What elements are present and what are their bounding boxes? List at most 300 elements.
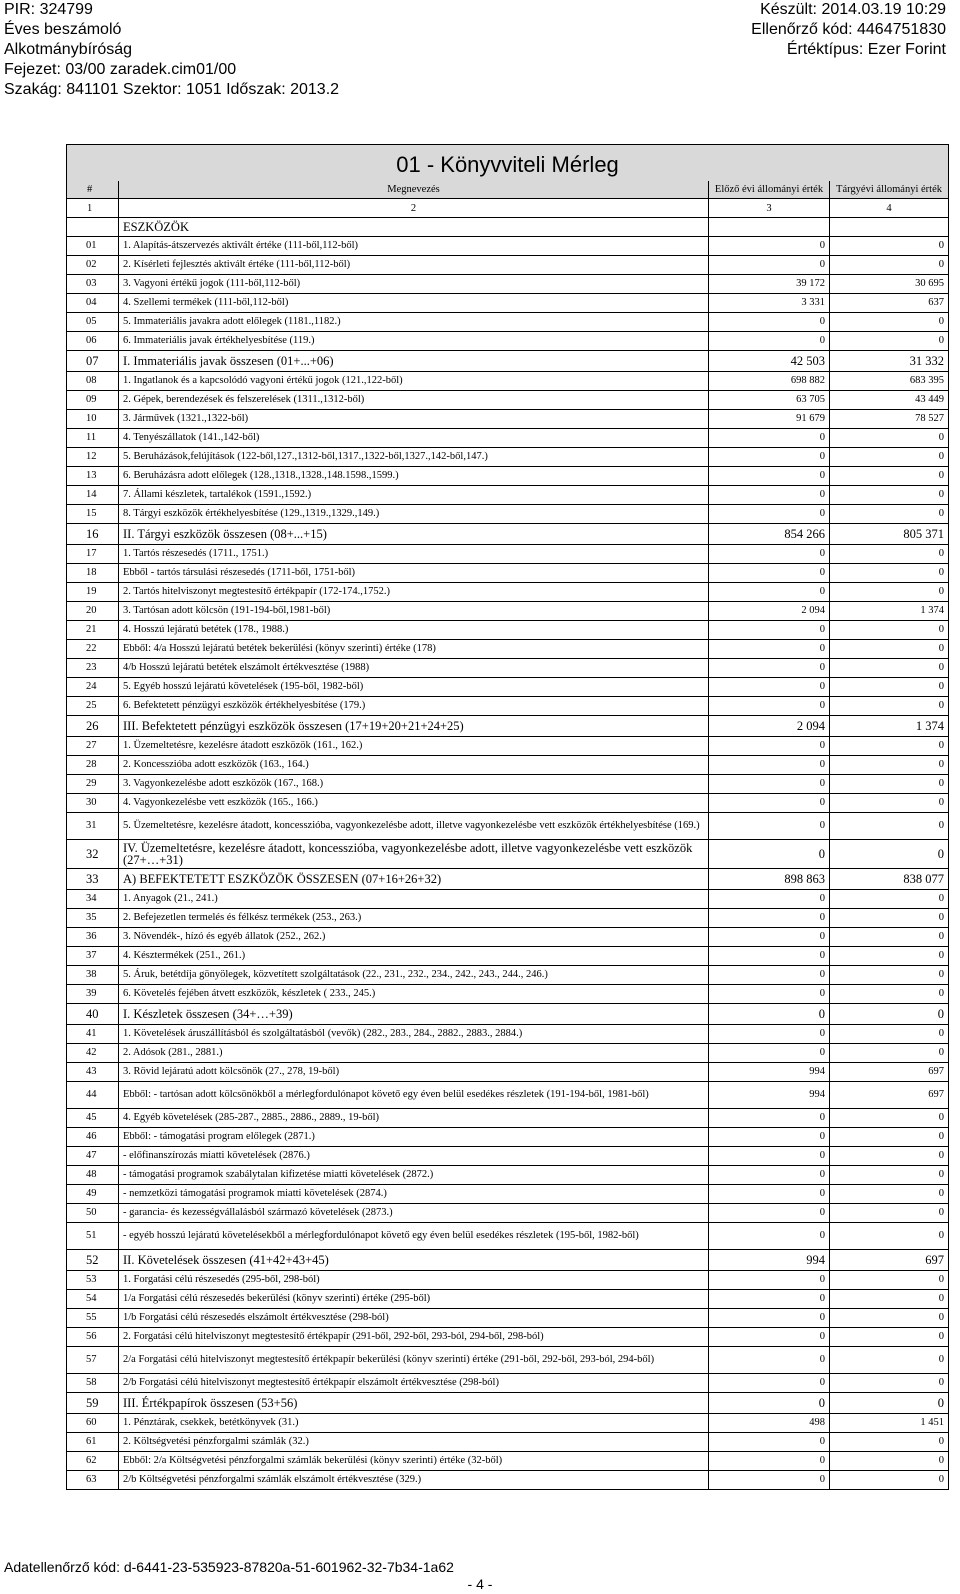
row-current-value: 0	[830, 313, 949, 332]
row-current-value: 0	[830, 890, 949, 909]
row-previous-value: 0	[709, 1044, 830, 1063]
row-previous-value: 0	[709, 640, 830, 659]
row-number: 05	[67, 313, 119, 332]
row-current-value: 0	[830, 1328, 949, 1347]
row-number: 08	[67, 372, 119, 391]
sector-period-label: Szakág: 841101 Szektor: 1051 Időszak: 2013.2	[4, 81, 340, 98]
row-name: 2. Forgatási célú hitelviszonyt megtestesítő értékpapír (291-ből, 292-ből, 293-ból, 294-ből, 298-ból)	[119, 1328, 709, 1347]
table-row	[67, 545, 949, 564]
row-previous-value: 2 094	[709, 602, 830, 621]
row-name: 2/b Költségvetési pénzforgalmi számlák elszámolt értékvesztése (329.)	[119, 1471, 709, 1490]
row-previous-value: 0	[709, 1004, 830, 1025]
row-previous-value: 0	[709, 467, 830, 486]
row-number: 50	[67, 1204, 119, 1223]
chapter-label: Fejezet: 03/00 zaradek.cim01/00	[4, 61, 237, 78]
row-previous-value: 898 863	[709, 869, 830, 890]
row-number: 47	[67, 1147, 119, 1166]
row-previous-value: 0	[709, 237, 830, 256]
row-number: 23	[67, 659, 119, 678]
row-previous-value: 0	[709, 545, 830, 564]
row-previous-value: 994	[709, 1082, 830, 1109]
table-row	[67, 448, 949, 467]
row-current-value: 0	[830, 1185, 949, 1204]
row-previous-value: 91 679	[709, 410, 830, 429]
table-row	[67, 947, 949, 966]
row-number: 01	[67, 237, 119, 256]
table-row	[67, 391, 949, 410]
table-row	[67, 1025, 949, 1044]
table-row	[67, 737, 949, 756]
row-number: 27	[67, 737, 119, 756]
row-number: 11	[67, 429, 119, 448]
row-previous-value: 0	[709, 1109, 830, 1128]
row-number: 06	[67, 332, 119, 351]
row-name: 2. Koncesszióba adott eszközök (163., 164.)	[119, 756, 709, 775]
row-number: 60	[67, 1414, 119, 1433]
row-name: - garancia- és kezességvállalásból származó követelések (2873.)	[119, 1204, 709, 1223]
created-timestamp: Készült: 2014.03.19 10:29	[760, 1, 946, 18]
table-row	[67, 372, 949, 391]
row-previous-value: 0	[709, 332, 830, 351]
table-row	[67, 237, 949, 256]
row-name: 5. Beruházások,felújítások (122-ből,127.,1312-ből,1317.,1322-ből,1327.,142-ből,147.)	[119, 448, 709, 467]
row-current-value: 0	[830, 1166, 949, 1185]
table-row	[67, 1044, 949, 1063]
row-name: 4. Szellemi termékek (111-ből,112-ből)	[119, 294, 709, 313]
row-name: - egyéb hosszú lejáratú követelésekből a mérlegfordulónapot követő egy éven belül esedékes részletek (195-ből, 1982-ből)	[119, 1223, 709, 1250]
row-current-value: 0	[830, 621, 949, 640]
column-number-1: 1	[67, 199, 119, 218]
table-row	[67, 1374, 949, 1393]
row-name: Ebből - tartós társulási részesedés (1711-ből, 1751-ből)	[119, 564, 709, 583]
row-name: 6. Immateriális javak értékhelyesbítése (119.)	[119, 332, 709, 351]
table-row	[67, 1290, 949, 1309]
table-row	[67, 1471, 949, 1490]
row-number: 42	[67, 1044, 119, 1063]
row-current-value: 0	[830, 756, 949, 775]
row-number: 41	[67, 1025, 119, 1044]
row-current-value: 0	[830, 1347, 949, 1374]
row-previous-value: 3 331	[709, 294, 830, 313]
row-previous-value: 0	[709, 1309, 830, 1328]
table-row	[67, 275, 949, 294]
row-number: 62	[67, 1452, 119, 1471]
row-name: 3. Vagyoni értékű jogok (111-ből,112-ből)	[119, 275, 709, 294]
row-name: 1. Pénztárak, csekkek, betétkönyvek (31.)	[119, 1414, 709, 1433]
row-current-value: 0	[830, 678, 949, 697]
row-number: 36	[67, 928, 119, 947]
row-current-value: 0	[830, 794, 949, 813]
row-current-value: 0	[830, 928, 949, 947]
table-row	[67, 890, 949, 909]
row-current-value: 0	[830, 1393, 949, 1414]
row-previous-value: 0	[709, 985, 830, 1004]
table-row	[67, 467, 949, 486]
row-current-value: 78 527	[830, 410, 949, 429]
row-name: 2. Befejezetlen termelés és félkész termékek (253., 263.)	[119, 909, 709, 928]
row-name: 3. Vagyonkezelésbe adott eszközök (167., 168.)	[119, 775, 709, 794]
row-previous-value: 0	[709, 966, 830, 985]
table-row	[67, 909, 949, 928]
report-header-left	[4, 0, 339, 100]
row-current-value: 838 077	[830, 869, 949, 890]
row-previous-value: 0	[709, 813, 830, 840]
table-row	[67, 697, 949, 716]
table-row	[67, 351, 949, 372]
row-number: 04	[67, 294, 119, 313]
row-previous-value: 0	[709, 621, 830, 640]
table-row	[67, 602, 949, 621]
row-number: 29	[67, 775, 119, 794]
row-number: 19	[67, 583, 119, 602]
row-name: 5. Üzemeltetésre, kezelésre átadott, koncesszióba, vagyonkezelésbe adott, illetve vagyonkezelésbe vett eszközök értékhelyesbítése (169.)	[119, 813, 709, 840]
row-name: 2/a Forgatási célú hitelviszonyt megtestesítő értékpapír bekerülési (könyv szerinti) értéke (291-ből, 292-ből, 293-ból, 294-ből)	[119, 1347, 709, 1374]
row-current-value: 0	[830, 1128, 949, 1147]
row-name: 3. Tartósan adott kölcsön (191-194-ből,1981-ből)	[119, 602, 709, 621]
column-number-row	[67, 199, 949, 218]
column-header-number: #	[67, 181, 119, 199]
row-name: A) BEFEKTETETT ESZKÖZÖK ÖSSZESEN (07+16+26+32)	[119, 869, 709, 890]
row-previous-value: 0	[709, 947, 830, 966]
row-number: 30	[67, 794, 119, 813]
row-number: 58	[67, 1374, 119, 1393]
table-row	[67, 794, 949, 813]
row-previous-value: 0	[709, 890, 830, 909]
table-row	[67, 966, 949, 985]
row-number: 46	[67, 1128, 119, 1147]
row-number: 56	[67, 1328, 119, 1347]
row-previous-value: 0	[709, 1271, 830, 1290]
row-previous-value: 0	[709, 1147, 830, 1166]
row-previous-value: 0	[709, 1374, 830, 1393]
row-name: 4. Késztermékek (251., 261.)	[119, 947, 709, 966]
table-row	[67, 1414, 949, 1433]
row-number: 10	[67, 410, 119, 429]
row-current-value: 1 374	[830, 716, 949, 737]
row-current-value: 0	[830, 237, 949, 256]
row-name: - előfinanszírozás miatti követelések (2876.)	[119, 1147, 709, 1166]
table-row	[67, 621, 949, 640]
table-row	[67, 1166, 949, 1185]
row-current-value: 0	[830, 505, 949, 524]
row-previous-value: 0	[709, 756, 830, 775]
row-current-value: 0	[830, 775, 949, 794]
row-number: 09	[67, 391, 119, 410]
row-number: 24	[67, 678, 119, 697]
row-previous-value: 63 705	[709, 391, 830, 410]
row-previous-value: 854 266	[709, 524, 830, 545]
row-previous-value: 0	[709, 1393, 830, 1414]
row-previous-value: 994	[709, 1063, 830, 1082]
row-number: 16	[67, 524, 119, 545]
row-name: 4. Tenyészállatok (141.,142-ből)	[119, 429, 709, 448]
row-number: 12	[67, 448, 119, 467]
row-current-value: 0	[830, 1433, 949, 1452]
row-current-value: 0	[830, 564, 949, 583]
table-row	[67, 1309, 949, 1328]
row-name: III. Értékpapírok összesen (53+56)	[119, 1393, 709, 1414]
table-row	[67, 775, 949, 794]
row-name: Ebből: 4/a Hosszú lejáratú betétek bekerülési (könyv szerinti) értéke (178)	[119, 640, 709, 659]
table-row	[67, 1250, 949, 1271]
report-header-right	[751, 0, 946, 60]
row-current-value: 0	[830, 1471, 949, 1490]
row-number: 40	[67, 1004, 119, 1025]
row-current-value: 0	[830, 1290, 949, 1309]
row-name: I. Készletek összesen (34+…+39)	[119, 1004, 709, 1025]
row-name: III. Befektetett pénzügyi eszközök összesen (17+19+20+21+24+25)	[119, 716, 709, 737]
institution-name: Alkotmánybíróság	[4, 41, 133, 58]
row-number: 34	[67, 890, 119, 909]
row-name: 2/b Forgatási célú hitelviszonyt megtestesítő értékpapír elszámolt értékvesztése (298-ból)	[119, 1374, 709, 1393]
row-number: 55	[67, 1309, 119, 1328]
row-current-value: 0	[830, 486, 949, 505]
row-current-value: 0	[830, 1025, 949, 1044]
row-previous-value: 0	[709, 678, 830, 697]
row-number: 13	[67, 467, 119, 486]
row-previous-value: 0	[709, 1471, 830, 1490]
row-current-value: 0	[830, 448, 949, 467]
row-number: 38	[67, 966, 119, 985]
row-number: 37	[67, 947, 119, 966]
table-row	[67, 869, 949, 890]
row-previous-value: 994	[709, 1250, 830, 1271]
row-name: 2. Adósok (281., 2881.)	[119, 1044, 709, 1063]
row-previous-value: 0	[709, 1166, 830, 1185]
balance-sheet-table	[66, 144, 949, 1490]
row-name: 1. Alapítás-átszervezés aktivált értéke (111-ből,112-ből)	[119, 237, 709, 256]
row-number: 28	[67, 756, 119, 775]
row-current-value: 683 395	[830, 372, 949, 391]
row-previous-value: 0	[709, 583, 830, 602]
row-previous-value: 0	[709, 313, 830, 332]
row-previous-value: 0	[709, 1290, 830, 1309]
row-current-value: 0	[830, 332, 949, 351]
column-number-3: 3	[709, 199, 830, 218]
row-name: 8. Tárgyi eszközök értékhelyesbítése (129.,1319.,1329.,149.)	[119, 505, 709, 524]
row-name: 1. Üzemeltetésre, kezelésre átadott eszközök (161., 162.)	[119, 737, 709, 756]
row-number: 49	[67, 1185, 119, 1204]
row-current-value: 0	[830, 737, 949, 756]
row-number: 44	[67, 1082, 119, 1109]
table-row	[67, 1004, 949, 1025]
row-number: 57	[67, 1347, 119, 1374]
row-previous-value: 0	[709, 1328, 830, 1347]
row-number: 45	[67, 1109, 119, 1128]
row-name: 1/b Forgatási célú részesedés elszámolt értékvesztése (298-ból)	[119, 1309, 709, 1328]
row-current-value: 0	[830, 840, 949, 869]
row-name: 2. Tartós hitelviszonyt megtestesítő értékpapír (172-174.,1752.)	[119, 583, 709, 602]
row-name: Ebből: 2/a Költségvetési pénzforgalmi számlák bekerülési (könyv szerinti) értéke (32-ből)	[119, 1452, 709, 1471]
row-name: 6. Befektetett pénzügyi eszközök értékhelyesbítése (179.)	[119, 697, 709, 716]
row-previous-value: 0	[709, 775, 830, 794]
column-header-row	[67, 181, 949, 199]
row-previous-value: 0	[709, 794, 830, 813]
row-current-value: 0	[830, 467, 949, 486]
row-name: 5. Immateriális javakra adott előlegek (1181.,1182.)	[119, 313, 709, 332]
data-check-code: Adatellenőrző kód: d-6441-23-535923-87820a-51-601962-32-7b34-1a62	[4, 1559, 454, 1575]
page-number: - 4 -	[467, 1576, 493, 1592]
row-number: 35	[67, 909, 119, 928]
row-current-value: 805 371	[830, 524, 949, 545]
row-previous-value: 0	[709, 1185, 830, 1204]
row-number: 33	[67, 869, 119, 890]
row-number: 03	[67, 275, 119, 294]
row-current-value: 30 695	[830, 275, 949, 294]
row-previous-value: 0	[709, 928, 830, 947]
row-number: 39	[67, 985, 119, 1004]
row-current-value: 0	[830, 1452, 949, 1471]
row-current-value: 0	[830, 1109, 949, 1128]
row-current-value: 0	[830, 659, 949, 678]
row-name: 1. Anyagok (21., 241.)	[119, 890, 709, 909]
row-number: 53	[67, 1271, 119, 1290]
row-previous-value: 0	[709, 1452, 830, 1471]
row-current-value: 0	[830, 1004, 949, 1025]
row-current-value: 0	[830, 813, 949, 840]
table-row	[67, 1347, 949, 1374]
row-name: II. Követelések összesen (41+42+43+45)	[119, 1250, 709, 1271]
pir-label: PIR: 324799	[4, 1, 93, 18]
report-type: Éves beszámoló	[4, 21, 122, 38]
row-number: 52	[67, 1250, 119, 1271]
row-name: Ebből: - támogatási program előlegek (2871.)	[119, 1128, 709, 1147]
row-name: 2. Gépek, berendezések és felszerelések (1311.,1312-ből)	[119, 391, 709, 410]
table-row	[67, 1109, 949, 1128]
row-previous-value: 0	[709, 564, 830, 583]
row-current-value: 0	[830, 640, 949, 659]
section-title: ESZKÖZÖK	[119, 218, 709, 237]
table-row	[67, 1393, 949, 1414]
table-row	[67, 1204, 949, 1223]
table-row	[67, 332, 949, 351]
column-header-name: Megnevezés	[119, 181, 709, 199]
table-row	[67, 659, 949, 678]
column-number-4: 4	[830, 199, 949, 218]
row-name: 6. Követelés fejében átvett eszközök, készletek ( 233., 245.)	[119, 985, 709, 1004]
row-previous-value: 0	[709, 1347, 830, 1374]
row-name: 3. Növendék-, hízó és egyéb állatok (252., 262.)	[119, 928, 709, 947]
row-previous-value: 0	[709, 256, 830, 275]
column-number-2: 2	[119, 199, 709, 218]
row-number: 02	[67, 256, 119, 275]
control-code: Ellenőrző kód: 4464751830	[751, 21, 946, 38]
table-row	[67, 985, 949, 1004]
row-number: 61	[67, 1433, 119, 1452]
row-name: 3. Rövid lejáratú adott kölcsönök (27., 278, 19-ből)	[119, 1063, 709, 1082]
row-current-value: 0	[830, 429, 949, 448]
row-previous-value: 498	[709, 1414, 830, 1433]
row-name: 4. Vagyonkezelésbe vett eszközök (165., 166.)	[119, 794, 709, 813]
column-header-current: Tárgyévi állományi érték	[830, 181, 949, 199]
table-row	[67, 410, 949, 429]
row-previous-value: 39 172	[709, 275, 830, 294]
row-current-value: 0	[830, 1309, 949, 1328]
row-previous-value: 0	[709, 1128, 830, 1147]
row-name: IV. Üzemeltetésre, kezelésre átadott, koncesszióba, vagyonkezelésbe adott, illetve vagyonkezelésbe vett eszközök (27+…+31)	[119, 840, 709, 869]
row-name: 4. Hosszú lejáratú betétek (178., 1988.)	[119, 621, 709, 640]
table-row	[67, 1063, 949, 1082]
row-previous-value: 0	[709, 659, 830, 678]
row-current-value: 1 451	[830, 1414, 949, 1433]
row-number: 26	[67, 716, 119, 737]
row-number: 15	[67, 505, 119, 524]
row-current-value: 697	[830, 1063, 949, 1082]
row-previous-value: 0	[709, 505, 830, 524]
row-current-value: 0	[830, 966, 949, 985]
row-name: 2. Költségvetési pénzforgalmi számlák (32.)	[119, 1433, 709, 1452]
row-number: 20	[67, 602, 119, 621]
table-row	[67, 928, 949, 947]
table-row	[67, 583, 949, 602]
value-type: Értéktípus: Ezer Forint	[786, 41, 946, 58]
row-previous-value: 0	[709, 1204, 830, 1223]
row-number: 59	[67, 1393, 119, 1414]
row-name: 7. Állami készletek, tartalékok (1591.,1592.)	[119, 486, 709, 505]
table-row	[67, 564, 949, 583]
table-row	[67, 1433, 949, 1452]
table-row	[67, 313, 949, 332]
row-previous-value: 0	[709, 448, 830, 467]
table-row	[67, 840, 949, 869]
row-number: 51	[67, 1223, 119, 1250]
row-number: 48	[67, 1166, 119, 1185]
row-current-value: 0	[830, 1223, 949, 1250]
row-previous-value: 0	[709, 429, 830, 448]
row-name: - nemzetközi támogatási programok miatti követelések (2874.)	[119, 1185, 709, 1204]
row-current-value: 1 374	[830, 602, 949, 621]
row-name: 5. Egyéb hosszú lejáratú követelések (195-ből, 1982-ből)	[119, 678, 709, 697]
row-previous-value: 0	[709, 1025, 830, 1044]
row-name: 4. Egyéb követelések (285-287., 2885., 2886., 2889., 19-ből)	[119, 1109, 709, 1128]
row-name: - támogatási programok szabálytalan kifizetése miatti követelések (2872.)	[119, 1166, 709, 1185]
row-name: II. Tárgyi eszközök összesen (08+...+15)	[119, 524, 709, 545]
table-row	[67, 716, 949, 737]
row-current-value: 0	[830, 1374, 949, 1393]
row-name: 1. Forgatási célú részesedés (295-ből, 298-ból)	[119, 1271, 709, 1290]
table-row	[67, 813, 949, 840]
row-previous-value: 42 503	[709, 351, 830, 372]
row-name: 1. Ingatlanok és a kapcsolódó vagyoni értékű jogok (121.,122-ből)	[119, 372, 709, 391]
row-number: 17	[67, 545, 119, 564]
row-previous-value: 0	[709, 486, 830, 505]
row-number: 14	[67, 486, 119, 505]
row-current-value: 0	[830, 256, 949, 275]
row-current-value: 697	[830, 1082, 949, 1109]
row-current-value: 43 449	[830, 391, 949, 410]
row-previous-value: 0	[709, 840, 830, 869]
table-row	[67, 678, 949, 697]
row-name: 5. Áruk, betétdíja gönyölegek, közvetített szolgáltatások (22., 231., 232., 234., 242., 243., 244., 246.)	[119, 966, 709, 985]
table-row	[67, 505, 949, 524]
row-current-value: 697	[830, 1250, 949, 1271]
row-name: 2. Kísérleti fejlesztés aktivált értéke (111-ből,112-ből)	[119, 256, 709, 275]
table-row	[67, 1223, 949, 1250]
row-current-value: 0	[830, 1044, 949, 1063]
row-number: 25	[67, 697, 119, 716]
table-row	[67, 524, 949, 545]
row-name: 1. Tartós részesedés (1711., 1751.)	[119, 545, 709, 564]
table-title-row	[67, 145, 949, 182]
section-row	[67, 218, 949, 237]
table-row	[67, 1271, 949, 1290]
row-current-value: 0	[830, 1147, 949, 1166]
table-row	[67, 256, 949, 275]
table-title: 01 - Könyvviteli Mérleg	[67, 145, 949, 182]
row-previous-value: 0	[709, 1223, 830, 1250]
column-header-previous: Előző évi állományi érték	[709, 181, 830, 199]
row-name: 3. Járművek (1321.,1322-ből)	[119, 410, 709, 429]
